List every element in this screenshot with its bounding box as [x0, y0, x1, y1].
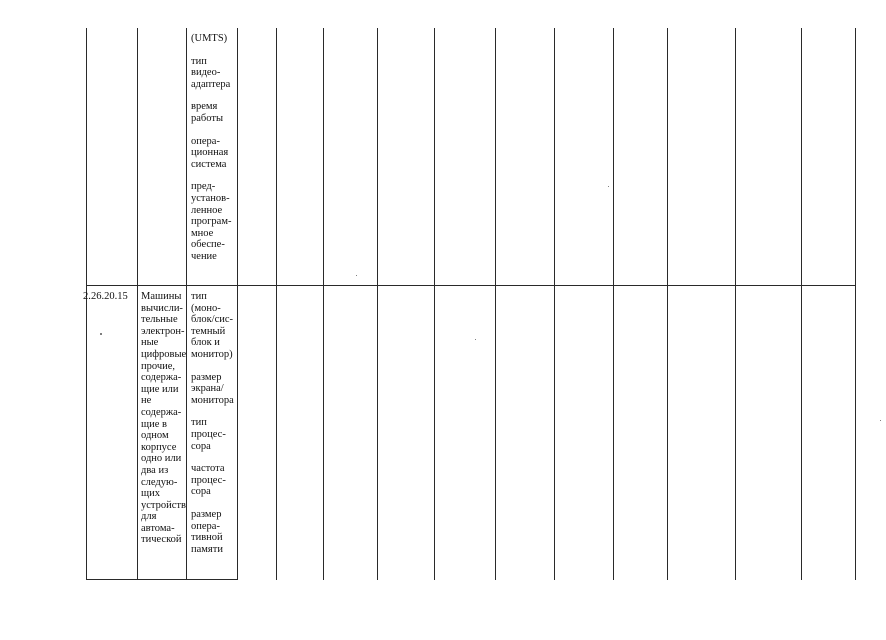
okpd2-code: 26.20.15	[91, 291, 128, 302]
characteristic-item	[191, 33, 235, 45]
scan-speck	[608, 186, 609, 187]
characteristic-text: опера-	[191, 135, 220, 147]
name-line: ные	[141, 337, 159, 349]
characteristic-text: монитора	[191, 394, 234, 406]
column-divider	[276, 28, 277, 580]
table-border-left	[86, 28, 87, 580]
characteristic-text: сора	[191, 440, 211, 452]
name-line: корпусе	[141, 441, 177, 453]
characteristic-text: процес-	[191, 474, 226, 486]
characteristic-text: система	[191, 158, 227, 170]
row-1-characteristics-cell	[191, 33, 235, 274]
characteristic-text: размер	[191, 371, 222, 383]
characteristic-text: видео-	[191, 67, 221, 79]
row-2-name-cell	[141, 291, 185, 546]
characteristic-text: экрана/	[191, 383, 224, 395]
row-divider	[86, 285, 856, 286]
column-divider	[323, 28, 324, 580]
characteristic-text: ционная	[191, 147, 229, 159]
name-line: одно или	[141, 453, 182, 465]
name-line: автома-	[141, 522, 175, 534]
row-2-characteristics-cell	[191, 291, 236, 566]
column-divider	[613, 28, 614, 580]
characteristic-text: размер	[191, 508, 222, 520]
column-divider	[667, 28, 668, 580]
characteristic-item	[191, 136, 235, 171]
characteristic-text: програм-	[191, 216, 232, 228]
characteristic-text: (UMTS)	[191, 33, 228, 44]
name-line: вычисли-	[141, 302, 183, 314]
name-line: тической	[141, 534, 182, 546]
characteristic-text: обеспе-	[191, 239, 225, 251]
scan-speck	[880, 420, 881, 421]
characteristic-item	[191, 56, 235, 91]
name-line: следую-	[141, 476, 178, 488]
column-divider	[237, 28, 238, 580]
characteristic-text: блок/сис-	[191, 314, 234, 326]
column-divider	[434, 28, 435, 580]
name-line: щие или	[141, 383, 179, 395]
column-divider	[137, 28, 138, 580]
name-line: цифровые	[141, 348, 187, 360]
name-line: щие в	[141, 418, 167, 430]
characteristic-item	[191, 372, 236, 407]
characteristic-text: памяти	[191, 543, 223, 555]
characteristic-text: пред-	[191, 181, 216, 193]
characteristic-item	[191, 417, 236, 452]
name-line: тельные	[141, 314, 178, 326]
characteristic-text: установ-	[191, 192, 230, 204]
characteristic-text: (моно-	[191, 302, 221, 314]
name-line: два из	[141, 464, 169, 476]
characteristic-text: тивной	[191, 532, 223, 544]
table-border-right	[855, 28, 856, 580]
scan-speck	[356, 275, 357, 276]
characteristic-text: частота	[191, 463, 225, 475]
characteristic-text: процес-	[191, 428, 226, 440]
characteristic-text: сора	[191, 486, 211, 498]
characteristic-text: чение	[191, 250, 217, 262]
name-line: электрон-	[141, 325, 185, 337]
name-line: щих	[141, 488, 160, 500]
characteristic-text: тип	[191, 55, 207, 67]
characteristic-text: монитор)	[191, 348, 233, 360]
column-divider	[735, 28, 736, 580]
characteristic-text: блок и	[191, 337, 220, 349]
name-line: не	[141, 395, 152, 407]
column-divider	[554, 28, 555, 580]
characteristic-item	[191, 463, 236, 498]
name-line: устройств	[141, 499, 186, 511]
characteristic-text: время	[191, 101, 218, 113]
row-2-code-cell	[91, 291, 137, 303]
column-divider	[495, 28, 496, 580]
characteristic-text: тип	[191, 417, 207, 429]
name-line: одном	[141, 430, 169, 442]
column-divider	[377, 28, 378, 580]
name-line: Машины	[141, 291, 182, 302]
scan-speck	[475, 339, 476, 340]
name-line: прочие,	[141, 360, 176, 372]
column-divider	[186, 28, 187, 580]
row-number: 2.	[83, 291, 91, 302]
characteristic-item	[191, 181, 235, 262]
scan-speck	[100, 333, 102, 335]
column-divider	[801, 28, 802, 580]
characteristic-text: ленное	[191, 204, 223, 216]
characteristic-text: опера-	[191, 520, 220, 532]
name-line: для	[141, 511, 157, 523]
characteristic-item	[191, 291, 236, 361]
name-line: содержа-	[141, 406, 182, 418]
table-border-bottom	[86, 579, 238, 580]
characteristic-text: темный	[191, 325, 226, 337]
characteristic-text: тип	[191, 291, 207, 302]
characteristic-text: работы	[191, 112, 224, 124]
characteristic-text: адаптера	[191, 78, 231, 90]
characteristic-item	[191, 509, 236, 555]
characteristic-text: мное	[191, 227, 214, 239]
characteristic-item	[191, 101, 235, 124]
name-line: содержа-	[141, 372, 182, 384]
